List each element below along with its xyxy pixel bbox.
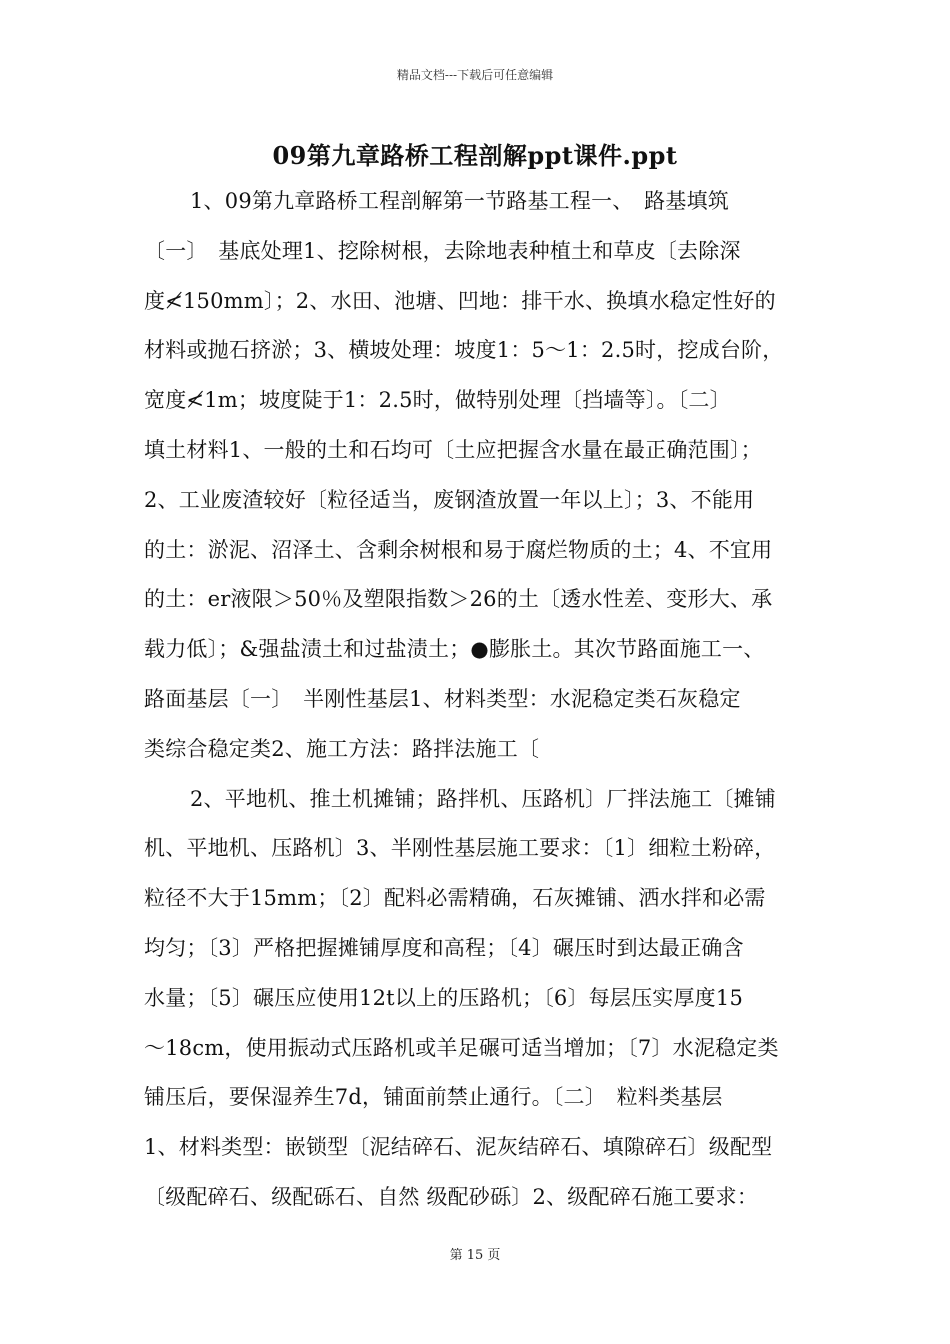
header-note: 精品文档---下载后可任意编辑 (396, 68, 554, 82)
text-line: 1、材料类型：嵌锁型〔泥结碎石、泥灰结碎石、填隙碎石〕级配型 (144, 1135, 773, 1160)
text-line: 2、工业废渣较好〔粒径适当，废钢渣放置一年以上〕；3、不能用 (144, 487, 755, 512)
text-line: 机、平地机、压路机〕3、半刚性基层施工要求：〔1〕细粒土粉碎， (144, 836, 776, 861)
text-line: 度≮150mm〕；2、水田、池塘、凹地：排干水、换填水稳定性好的 (144, 288, 776, 313)
text-line: 类综合稳定类2、施工方法：路拌法施工〔 (144, 736, 540, 761)
text-line: 2、平地机、推土机摊铺；路拌机、压路机〕厂拌法施工〔摊铺 (190, 786, 776, 811)
text-line: 粒径不大于15mm；〔2〕配料必需精确，石灰摊铺、洒水拌和必需 (144, 886, 766, 911)
text-line: 填土材料1、一般的土和石均可〔土应把握含水量在最正确范围〕； (144, 437, 762, 462)
text-line: 1、09第九章路桥工程剖解第一节路基工程一、 路基填筑 (190, 189, 729, 213)
text-line: 铺压后，要保湿养生7d，铺面前禁止通行。〔二〕 粒料类基层 (144, 1085, 723, 1110)
text-line: 材料或抛石挤淤；3、横坡处理：坡度1：5～1：2.5时，挖成台阶， (144, 338, 784, 363)
text-line: 的土：er液限＞50％及塑限指数＞26的土〔透水性差、变形大、承 (144, 587, 773, 612)
text-line: 均匀；〔3〕严格把握摊铺厚度和高程；〔4〕碾压时到达最正确含 (144, 935, 744, 960)
text-line: 宽度≮1m；坡度陡于1：2.5时，做特别处理〔挡墙等〕。〔二〕 (144, 388, 731, 413)
text-line: 载力低〕；&强盐渍土和过盐渍土；●膨胀土。其次节路面施工一、 (144, 637, 765, 662)
body-text (144, 184, 828, 1230)
text-line: 路面基层〔一〕 半刚性基层1、材料类型：水泥稳定类石灰稳定 (144, 686, 741, 711)
page-number: 第 15 页 (449, 1248, 501, 1263)
text-line: 〔级配碎石、级配砾石、自然 级配砂砾〕2、级配碎石施工要求： (144, 1184, 759, 1209)
text-line: 〔一〕 基底处理1、挖除树根，去除地表种植土和草皮〔去除深 (144, 238, 741, 263)
document-title: 09第九章路桥工程剖解ppt课件.ppt (272, 141, 678, 170)
text-line: ～18cm，使用振动式压路机或羊足碾可适当增加；〔7〕水泥稳定类 (144, 1035, 779, 1060)
text-line: 的土：淤泥、沼泽土、含剩余树根和易于腐烂物质的土；4、不宜用 (144, 537, 773, 562)
text-line: 水量；〔5〕碾压应使用12t以上的压路机；〔6〕每层压实厚度15 (144, 985, 744, 1010)
